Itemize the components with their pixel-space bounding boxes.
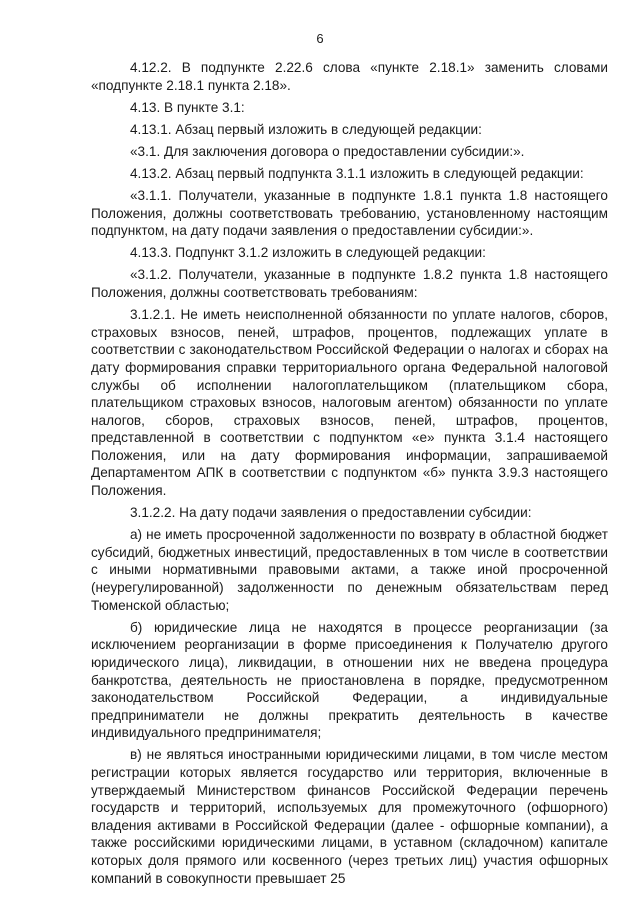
paragraph-3-1-quote: «3.1. Для заключения договора о предоставлении субсидии:». — [130, 143, 525, 159]
document-body — [91, 59, 608, 887]
paragraph-3-1-1-quote: «3.1.1. Получатели, указанные в подпункте 1.8.1 пункта 1.8 настоящего Положения, должны соответствовать требованию, установленному настоящим подпунктом, на дату подачи заявления о предоставлении субсидии:». — [91, 188, 608, 239]
paragraph-3-1-2-quote: «3.1.2. Получатели, указанные в подпункте 1.8.2 пункта 1.8 настоящего Положения, должны соответствовать требованиям: — [91, 267, 608, 301]
paragraph-4-12-2: 4.12.2. В подпункте 2.22.6 слова «пункте 2.18.1» заменить словами «подпункте 2.18.1 пункта 2.18». — [91, 60, 608, 93]
paragraph-3-1-2-1: 3.1.2.1. Не иметь неисполненной обязанности по уплате налогов, сборов, страховых взносов, пеней, штрафов, процентов, подлежащих уплате в соответствии с законодательством Российской Федерации о налогах и сборах на дату формирования справки территориального органа Федеральной налоговой службы об исполнении налогоплательщиком (плательщиком сбора, плательщиком страховых взносов, налоговым агентом) обязанности по уплате налогов, сборов, страховых взносов, пеней, штрафов, процентов, представленной в соответствии с подпунктом «е» пункта 3.1.4 настоящего Положения, или на дату формирования информации, запрашиваемой Департаментом АПК в соответствии с подпунктом «б» пункта 3.9.3 настоящего Положения. — [91, 307, 608, 499]
paragraph-item-b: б) юридические лица не находятся в процессе реорганизации (за исключением реорганизации в форме присоединения к Получателю другого юридического лица), ликвидации, в отношении них не введена процедура банкротства, деятельность не приостановлена в порядке, предусмотренном законодательством Российской Федерации, а индивидуальные предприниматели не должны прекратить деятельность в качестве индивидуального предпринимателя; — [91, 619, 608, 741]
paragraph-item-a: а) не иметь просроченной задолженности по возврату в областной бюджет субсидий, бюджетных инвестиций, предоставленных в том числе в соответствии с иными нормативными правовыми актами, а также иной просроченной (неурегулированной) задолженности по денежным обязательствам перед Тюменской областью; — [91, 527, 608, 613]
paragraph-4-13-2: 4.13.2. Абзац первый подпункта 3.1.1 изложить в следующей редакции: — [130, 165, 584, 181]
paragraph-4-13: 4.13. В пункте 3.1: — [130, 99, 245, 115]
paragraph-item-v: в) не являться иностранными юридическими лицами, в том числе местом регистрации которых является государство или территория, включенные в утверждаемый Министерством финансов Российской Федерации перечень государств и территорий, используемых для промежуточного (офшорного) владения активами в Российской Федерации (далее - офшорные компании), а также российскими юридическими лицами, в уставном (складочном) капитале которых доля прямого или косвенного (через третьих лиц) участия офшорных компаний в совокупности превышает 25 — [91, 747, 608, 886]
page-number: 6 — [316, 31, 324, 46]
paragraph-4-13-3: 4.13.3. Подпункт 3.1.2 изложить в следующей редакции: — [130, 245, 486, 261]
paragraph-3-1-2-2: 3.1.2.2. На дату подачи заявления о предоставлении субсидии: — [130, 505, 532, 521]
paragraph-4-13-1: 4.13.1. Абзац первый изложить в следующей редакции: — [130, 121, 482, 137]
